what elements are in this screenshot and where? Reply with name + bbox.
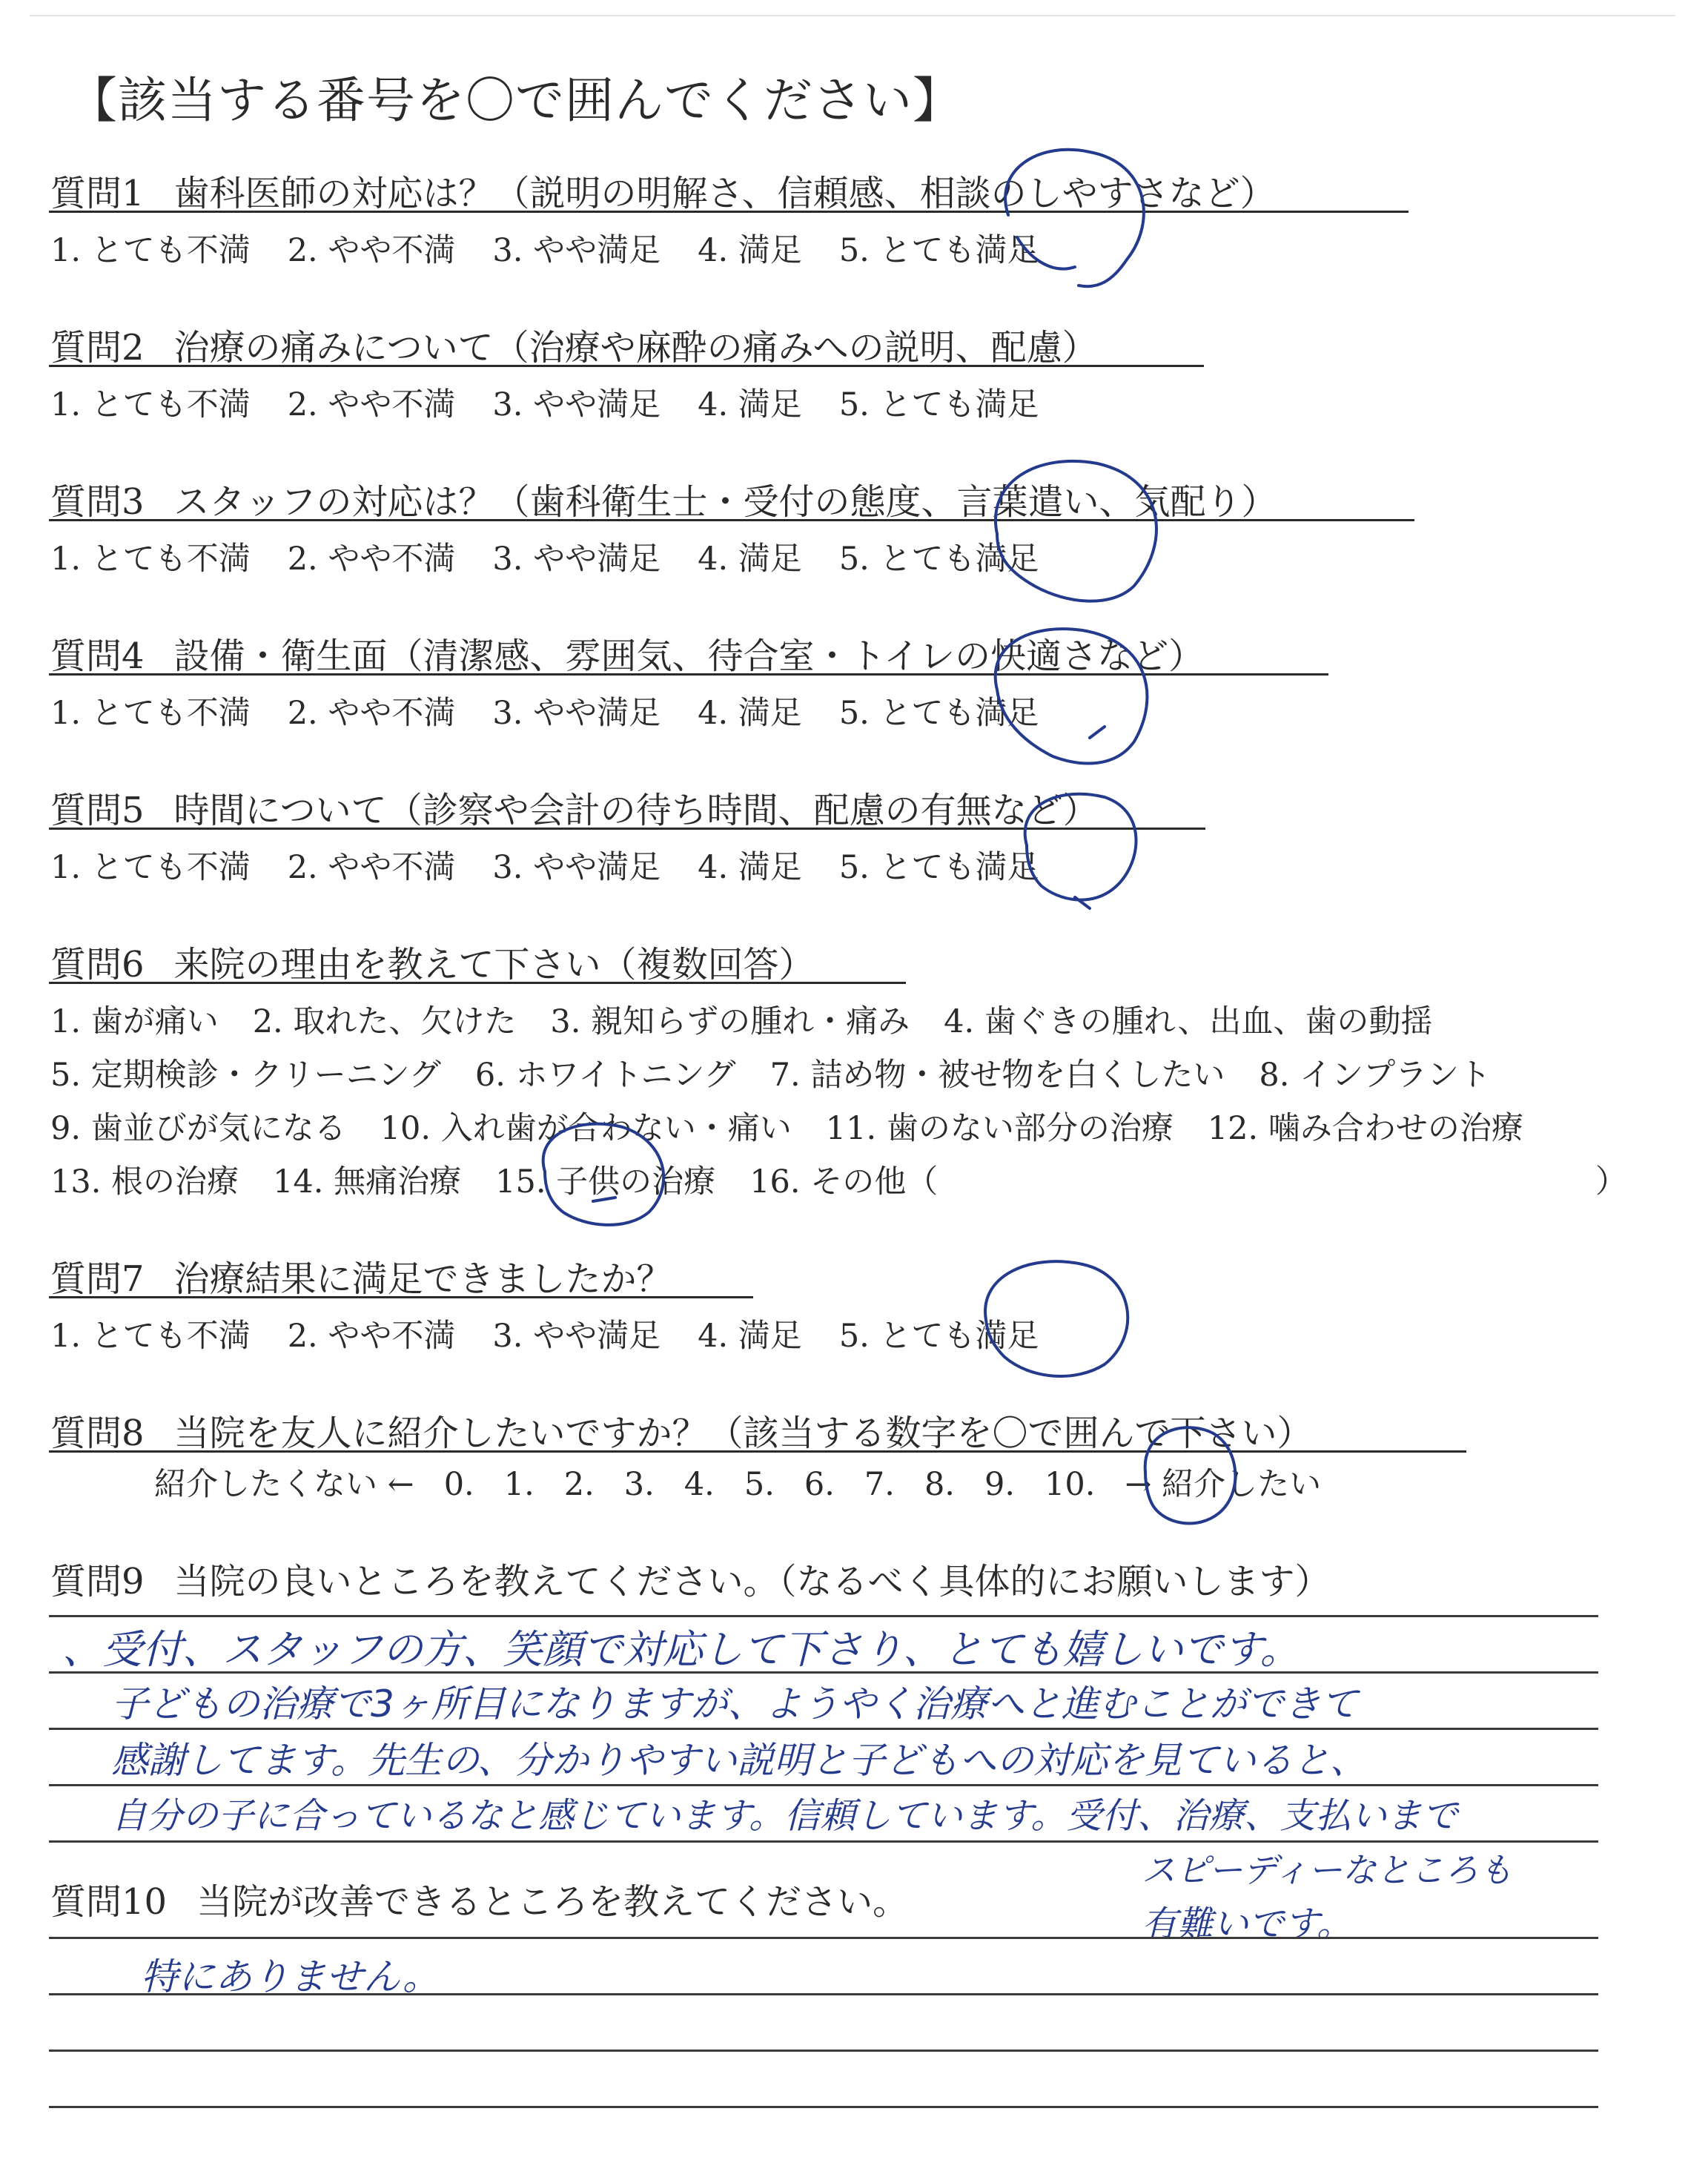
reason-option[interactable]: 13. 根の治療 <box>50 1163 239 1200</box>
reason-option[interactable]: 1. 歯が痛い <box>50 1003 219 1040</box>
question-number: 質問9 <box>50 1561 145 1602</box>
selection-circle-q1 <box>1005 150 1144 286</box>
scale-option[interactable]: 7. <box>864 1466 895 1503</box>
scale-option[interactable]: 2. <box>563 1466 595 1503</box>
option-1[interactable]: 1. とても不満 <box>50 232 251 269</box>
q9-handwritten-answer: 、受付、スタッフの方、笑顔で対応して下さり、とても嬉しいです。 <box>62 1626 1300 1673</box>
scale-option[interactable]: 0. <box>443 1466 474 1503</box>
scale-option[interactable]: 10. <box>1045 1466 1096 1503</box>
scale-option[interactable]: 8. <box>924 1466 955 1503</box>
q9-handwritten-answer: 子どもの治療で3ヶ所目になりますが、ようやく治療へと進むことができて <box>111 1682 1358 1725</box>
page-title: 【該当する番号を〇で囲んでください】 <box>68 72 962 129</box>
scale-right-label: → 紹介したい <box>1125 1466 1322 1503</box>
question-text: 治療結果に満足できましたか？ <box>173 1258 672 1300</box>
selection-circle-q4 <box>996 629 1148 763</box>
option-4[interactable]: 4. 満足 <box>698 386 802 423</box>
reason-option[interactable]: 9. 歯並びが気になる <box>50 1110 346 1147</box>
reason-option-other[interactable]: 16. その他（ <box>749 1163 939 1200</box>
option-5[interactable]: 5. とても満足 <box>838 695 1039 732</box>
question-text: スタッフの対応は？（歯科衛生士・受付の態度、言葉遣い、気配り） <box>173 481 1277 523</box>
option-3[interactable]: 3. やや満足 <box>492 541 661 578</box>
option-1[interactable]: 1. とても不満 <box>50 541 251 578</box>
selection-circle-q5 <box>1025 794 1136 908</box>
question-number: 質問7 <box>50 1258 145 1300</box>
option-2[interactable]: 2. やや不満 <box>287 541 456 578</box>
selection-circle-q7 <box>985 1261 1128 1376</box>
reason-option[interactable]: 14. 無痛治療 <box>273 1163 462 1200</box>
reason-option[interactable]: 4. 歯ぐきの腫れ、出血、歯の動揺 <box>944 1003 1433 1040</box>
option-4[interactable]: 4. 満足 <box>698 695 802 732</box>
option-3[interactable]: 3. やや満足 <box>492 386 661 423</box>
selection-circle-q6-15 <box>543 1124 663 1225</box>
question-text: 当院が改善できるところを教えてください。 <box>196 1881 909 1923</box>
option-4[interactable]: 4. 満足 <box>698 541 802 578</box>
scale-option[interactable]: 5. <box>744 1466 775 1503</box>
scale-option[interactable]: 3. <box>623 1466 655 1503</box>
option-1[interactable]: 1. とても不満 <box>50 386 251 423</box>
question-number: 質問4 <box>50 635 145 677</box>
selection-circle-q8 <box>1145 1427 1236 1523</box>
option-3[interactable]: 3. やや満足 <box>492 849 661 886</box>
reason-option[interactable]: 11. 歯のない部分の治療 <box>825 1110 1174 1147</box>
q9-handwritten-answer: 感謝してます。先生の、分かりやすい説明と子どもへの対応を見ていると、 <box>111 1739 1367 1782</box>
reason-option[interactable]: 7. 詰め物・被せ物を白くしたい <box>769 1057 1225 1094</box>
question-number: 質問3 <box>50 481 145 523</box>
option-4[interactable]: 4. 満足 <box>698 232 802 269</box>
scale-option[interactable]: 1. <box>503 1466 534 1503</box>
q9-handwritten-answer: スピーディーなところも <box>1142 1850 1513 1890</box>
selection-circle-q3 <box>996 461 1156 601</box>
q9-handwritten-answer: 自分の子に合っているなと感じています。信頼しています。受付、治療、支払いまで <box>111 1795 1458 1837</box>
reason-option[interactable]: 10. 入れ歯が合わない・痛い <box>380 1110 792 1147</box>
question-number: 質問1 <box>50 173 145 214</box>
question-number: 質問5 <box>50 790 145 831</box>
option-5[interactable]: 5. とても満足 <box>838 541 1039 578</box>
question-text: 当院を友人に紹介したいですか？（該当する数字を〇で囲んで下さい） <box>173 1413 1313 1454</box>
other-close-paren: ） <box>1595 1163 1627 1200</box>
option-3[interactable]: 3. やや満足 <box>492 1318 661 1355</box>
question-text: 設備・衛生面（清潔感、雰囲気、待合室・トイレの快適さなど） <box>173 635 1205 677</box>
option-3[interactable]: 3. やや満足 <box>492 695 661 732</box>
question-text: 治療の痛みについて（治療や麻酔の痛みへの説明、配慮） <box>173 327 1098 369</box>
scale-left-label: 紹介したくない ← <box>154 1466 414 1503</box>
reason-option[interactable]: 3. 親知らずの腫れ・痛み <box>550 1003 910 1040</box>
question-number: 質問8 <box>50 1413 145 1454</box>
option-2[interactable]: 2. やや不満 <box>287 232 456 269</box>
scale-option[interactable]: 4. <box>683 1466 715 1503</box>
option-2[interactable]: 2. やや不満 <box>287 695 456 732</box>
question-text: 時間について（診察や会計の待ち時間、配慮の有無など） <box>173 790 1099 831</box>
question-text: 当院の良いところを教えてください。（なるべく具体的にお願いします） <box>173 1561 1331 1602</box>
q9-handwritten-answer: 有難いです。 <box>1142 1903 1353 1945</box>
option-1[interactable]: 1. とても不満 <box>50 849 251 886</box>
option-5[interactable]: 5. とても満足 <box>838 386 1039 423</box>
reason-option[interactable]: 8. インプラント <box>1259 1057 1492 1094</box>
scale-option[interactable]: 6. <box>804 1466 835 1503</box>
option-1[interactable]: 1. とても不満 <box>50 1318 251 1355</box>
option-4[interactable]: 4. 満足 <box>698 849 802 886</box>
reason-option[interactable]: 5. 定期検診・クリーニング <box>50 1057 441 1094</box>
reason-option[interactable]: 2. 取れた、欠けた <box>252 1003 517 1040</box>
question-number: 質問10 <box>50 1881 168 1923</box>
option-2[interactable]: 2. やや不満 <box>287 1318 456 1355</box>
option-5[interactable]: 5. とても満足 <box>838 849 1039 886</box>
option-2[interactable]: 2. やや不満 <box>287 849 456 886</box>
option-5[interactable]: 5. とても満足 <box>838 232 1039 269</box>
option-5[interactable]: 5. とても満足 <box>838 1318 1039 1355</box>
q10-handwritten-answer: 特にありません。 <box>141 1955 440 1998</box>
reason-option[interactable]: 15. 子供の治療 <box>495 1163 716 1200</box>
scale-option[interactable]: 9. <box>984 1466 1016 1503</box>
option-2[interactable]: 2. やや不満 <box>287 386 456 423</box>
question-number: 質問6 <box>50 944 145 985</box>
option-3[interactable]: 3. やや満足 <box>492 232 661 269</box>
option-4[interactable]: 4. 満足 <box>698 1318 802 1355</box>
reason-option[interactable]: 12. 噛み合わせの治療 <box>1207 1110 1523 1147</box>
question-number: 質問2 <box>50 327 145 369</box>
question-text: 来院の理由を教えて下さい（複数回答） <box>173 944 815 985</box>
reason-option[interactable]: 6. ホワイトニング <box>474 1057 736 1094</box>
option-1[interactable]: 1. とても不満 <box>50 695 251 732</box>
question-text: 歯科医師の対応は？（説明の明解さ、信頼感、相談のしやすさなど） <box>173 173 1276 214</box>
